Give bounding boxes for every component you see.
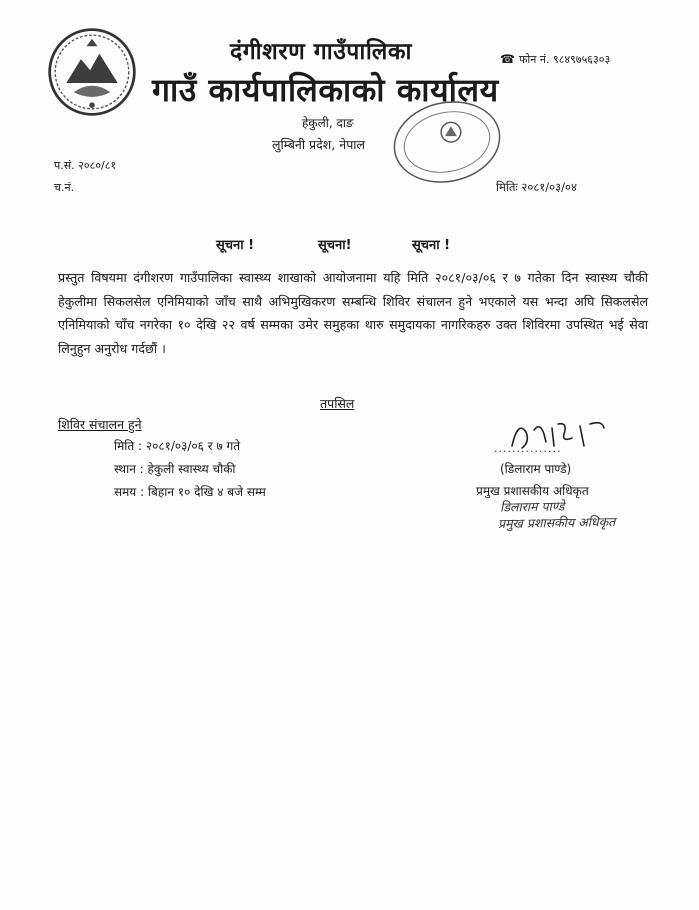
signatory-name: (डिलाराम पाण्डे) — [500, 462, 572, 476]
signatory-stamp-title: प्रमुख प्रशासकीय अधिकृत — [497, 513, 616, 532]
details-heading: तपसिल — [320, 396, 355, 411]
address-line-1: हेकुली, दाङ — [302, 116, 354, 130]
nepal-emblem-logo — [46, 26, 138, 118]
signatory-stamp-name: डिलाराम पाण्डे — [499, 498, 565, 515]
phone-text: फोन नं. ९८४९७५६३०३ — [518, 53, 611, 66]
address-line-2: लुम्बिनी प्रदेश, नेपाल — [272, 137, 366, 152]
notice-heading-1: सूचना ! — [216, 238, 255, 253]
notice-heading-3: सूचना ! — [412, 238, 451, 253]
office-stamp — [388, 96, 506, 188]
phone-number — [500, 52, 610, 67]
chalani-number: च.नं. — [54, 181, 75, 194]
camp-time-row: समय : बिहान १० देखि ४ बजे सम्म — [114, 485, 266, 499]
signatory-title: प्रमुख प्रशासकीय अधिकृत — [476, 484, 589, 498]
office-name: गाउँ कार्यपालिकाको कार्यालय — [152, 71, 499, 109]
camp-heading: शिविर संचालन हुने — [58, 417, 142, 432]
patra-sankhya: प.सं. २०८०/८१ — [54, 159, 117, 172]
notice-heading-2: सूचना! — [318, 238, 352, 253]
telephone-icon: ☎ — [500, 52, 515, 66]
camp-date-row: मिति : २०८१/०३/०६ र ७ गते — [114, 439, 241, 453]
letter-date: मितिः २०८१/०३/०४ — [496, 180, 577, 194]
body-paragraph: प्रस्तुत विषयमा दंगीशरण गाउँपालिका स्वास्थ्य शाखाको आयोजनामा यहि मिति २०८१/०३/०६ र ७ गतेका दिन स्वास्थ्य चौकी हेकुलीमा सिकलसेल एनिमियाको जाँच साथै अभिमुखिकरण सम्बन्धि शिविर संचालन हुने भएकाले यस भन्दा अघि सिकलसेल एनिमियाको चाँच नगरेका १० देखि २२ वर्ष सम्मका उमेर समुहका थारु समुदायका नागरिकहरु उक्त शिविरमा उपस्थित भई सेवा लिनुहुन अनुरोध गर्दछौं । — [58, 270, 648, 356]
camp-place-row: स्थान : हेकुली स्वास्थ्य चौकी — [114, 462, 236, 476]
org-name: दंगीशरण गाउँपालिका — [230, 39, 413, 65]
signature-line: ............... — [494, 442, 562, 455]
